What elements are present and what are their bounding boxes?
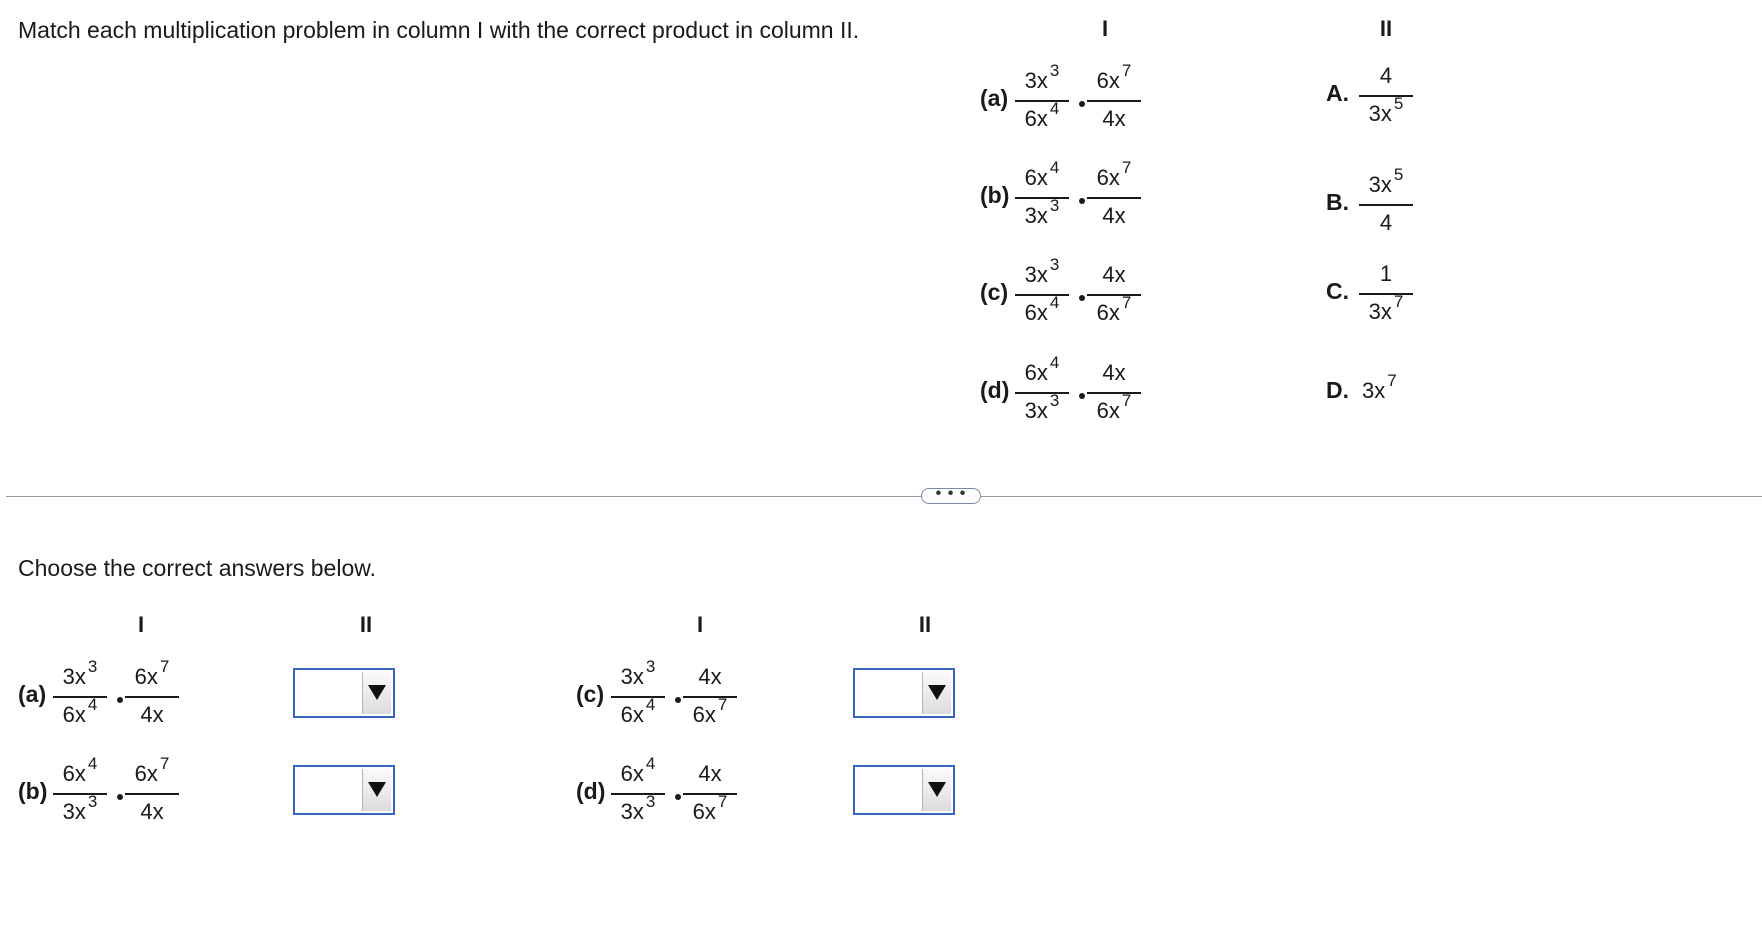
term-base: 6x <box>1024 165 1048 190</box>
term-base: 6x <box>620 702 644 727</box>
term-exponent: 7 <box>159 754 170 773</box>
term-base: 4 <box>1379 63 1393 88</box>
problem-a-factor2-fraction-bar <box>1087 100 1141 102</box>
dropdown-arrow-icon[interactable] <box>362 769 391 811</box>
term-exponent: 4 <box>645 695 656 714</box>
problem-d-factor2-fraction-bar <box>1087 392 1141 394</box>
term-exponent: 7 <box>1393 292 1404 311</box>
term-base: 4x <box>698 761 722 786</box>
problem-a-label: (a) <box>980 85 1009 111</box>
term-base: 4x <box>1102 203 1126 228</box>
problem-a-factor1-fraction-bar <box>1015 100 1069 102</box>
term-exponent: 3 <box>645 657 656 676</box>
problem-a-answer-factor2-denominator <box>117 702 187 728</box>
term-base: 6x <box>62 761 86 786</box>
term-base: 6x <box>1096 300 1120 325</box>
term-base: 3x <box>62 799 86 824</box>
answer-a-numerator <box>1351 63 1421 89</box>
term-base: 1 <box>1379 261 1393 286</box>
term-base: 6x <box>620 761 644 786</box>
problem-b-factor1-numerator <box>1007 158 1077 191</box>
column-two-header: II <box>1379 16 1393 41</box>
term-base: 3x <box>620 664 644 689</box>
term-base: 3x <box>620 799 644 824</box>
problem-b-factor2-denominator <box>1079 203 1149 229</box>
answer-column-one-header-left: I <box>137 612 145 637</box>
problem-d-answer-factor2-denominator <box>675 792 745 825</box>
problem-c-answer-factor2-denominator <box>675 695 745 728</box>
term-base: 6x <box>692 702 716 727</box>
problem-c-answer-factor1-denominator <box>603 695 673 728</box>
term-base: 6x <box>1024 106 1048 131</box>
problem-c-factor2-denominator <box>1079 293 1149 326</box>
term-base: 3x <box>1368 299 1392 324</box>
answer-column-two-header-left: II <box>359 612 373 637</box>
problem-c-factor1-fraction-bar <box>1015 294 1069 296</box>
problem-c-answer-factor2-fraction-bar <box>683 696 737 698</box>
term-base: 4x <box>1102 106 1126 131</box>
term-base: 3x <box>1362 378 1386 403</box>
term-base: 6x <box>1096 398 1120 423</box>
problem-c-answer-factor2-numerator <box>675 664 745 690</box>
problem-c-factor2-numerator <box>1079 262 1149 288</box>
answer-column-two-header-right: II <box>918 612 932 637</box>
term-exponent: 3 <box>1049 255 1060 274</box>
problem-d-answer-factor2-fraction-bar <box>683 793 737 795</box>
problem-b-answer-factor2-denominator <box>117 799 187 825</box>
term-exponent: 7 <box>1121 61 1132 80</box>
problem-d-answer-factor2-numerator <box>675 761 745 787</box>
section-divider <box>6 496 1762 497</box>
term-exponent: 7 <box>1121 293 1132 312</box>
problem-d-answer-factor1-fraction-bar <box>611 793 665 795</box>
problem-a-factor2-denominator <box>1079 106 1149 132</box>
term-base: 6x <box>134 761 158 786</box>
problem-a-answer-factor1-numerator <box>45 657 115 690</box>
answer-d-label: D. <box>1326 377 1349 403</box>
problem-a-factor1-numerator <box>1007 61 1077 94</box>
instruction-text: Match each multiplication problem in column I with the correct product in column II. <box>18 17 860 43</box>
problem-b-factor2-numerator <box>1079 158 1149 191</box>
term-base: 4 <box>1379 210 1393 235</box>
term-base: 4x <box>1102 262 1126 287</box>
answer-c-numerator <box>1351 261 1421 287</box>
answer-select-d[interactable] <box>853 765 955 815</box>
term-exponent: 5 <box>1393 165 1404 184</box>
problem-a-answer-factor2-fraction-bar <box>125 696 179 698</box>
term-base: 3x <box>62 664 86 689</box>
problem-d-answer-factor1-denominator <box>603 792 673 825</box>
term-exponent: 5 <box>1393 94 1404 113</box>
term-base: 3x <box>1024 203 1048 228</box>
problem-c-factor2-fraction-bar <box>1087 294 1141 296</box>
term-exponent: 7 <box>1121 158 1132 177</box>
expand-ellipsis-button[interactable]: • • • <box>921 488 981 504</box>
answer-a-label: A. <box>1326 80 1349 106</box>
problem-a-answer-factor2-numerator <box>117 657 187 690</box>
term-base: 3x <box>1024 262 1048 287</box>
term-exponent: 4 <box>87 754 98 773</box>
term-exponent: 3 <box>1049 196 1060 215</box>
problem-a-answer-factor1-fraction-bar <box>53 696 107 698</box>
problem-d-label: (d) <box>980 377 1010 403</box>
term-exponent: 3 <box>1049 391 1060 410</box>
term-exponent: 3 <box>87 657 98 676</box>
problem-a-factor1-denominator <box>1007 99 1077 132</box>
answer-a-fraction-bar <box>1359 95 1413 97</box>
term-exponent: 7 <box>1121 391 1132 410</box>
column-one-header: I <box>1101 16 1109 41</box>
answer-b-numerator <box>1351 165 1421 198</box>
term-exponent: 4 <box>87 695 98 714</box>
term-exponent: 7 <box>717 792 728 811</box>
problem-d-factor2-numerator <box>1079 360 1149 386</box>
problem-c-answer-factor1-numerator <box>603 657 673 690</box>
problem-c-answer-label: (c) <box>576 681 605 707</box>
problem-c-label: (c) <box>980 279 1009 305</box>
answer-d-value <box>1362 371 1397 404</box>
term-exponent: 4 <box>1049 353 1060 372</box>
problem-b-factor2-fraction-bar <box>1087 197 1141 199</box>
problem-b-answer-factor2-numerator <box>117 754 187 787</box>
problem-b-answer-label: (b) <box>18 778 48 804</box>
term-exponent: 7 <box>159 657 170 676</box>
prompt-text: Choose the correct answers below. <box>18 555 376 581</box>
term-exponent: 4 <box>1049 158 1060 177</box>
answer-column-one-header-right: I <box>696 612 704 637</box>
term-base: 4x <box>140 702 164 727</box>
problem-d-factor2-denominator <box>1079 391 1149 424</box>
term-base: 4x <box>698 664 722 689</box>
answer-c-fraction-bar <box>1359 293 1413 295</box>
problem-c-factor1-denominator <box>1007 293 1077 326</box>
term-exponent: 3 <box>645 792 656 811</box>
dropdown-arrow-icon[interactable] <box>922 769 951 811</box>
dropdown-arrow-icon[interactable] <box>362 672 391 714</box>
problem-c-factor1-numerator <box>1007 255 1077 288</box>
term-exponent: 4 <box>1049 99 1060 118</box>
term-base: 6x <box>1024 360 1048 385</box>
answer-a-denominator <box>1351 94 1421 127</box>
term-base: 6x <box>1096 68 1120 93</box>
problem-d-answer-factor1-numerator <box>603 754 673 787</box>
term-exponent: 3 <box>87 792 98 811</box>
term-base: 3x <box>1024 68 1048 93</box>
answer-b-fraction-bar <box>1359 204 1413 206</box>
term-base: 6x <box>692 799 716 824</box>
problem-a-answer-label: (a) <box>18 681 47 707</box>
term-exponent: 4 <box>1049 293 1060 312</box>
problem-b-answer-factor1-denominator <box>45 792 115 825</box>
term-base: 4x <box>1102 360 1126 385</box>
term-exponent: 3 <box>1049 61 1060 80</box>
term-base: 6x <box>62 702 86 727</box>
problem-d-answer-label: (d) <box>576 778 606 804</box>
problem-a-answer-factor1-denominator <box>45 695 115 728</box>
answer-c-label: C. <box>1326 278 1349 304</box>
problem-b-factor1-fraction-bar <box>1015 197 1069 199</box>
problem-d-factor1-denominator <box>1007 391 1077 424</box>
term-exponent: 7 <box>1387 371 1397 390</box>
term-exponent: 7 <box>717 695 728 714</box>
problem-d-factor1-fraction-bar <box>1015 392 1069 394</box>
problem-b-answer-factor2-fraction-bar <box>125 793 179 795</box>
term-base: 6x <box>1024 300 1048 325</box>
answer-select-b[interactable] <box>293 765 395 815</box>
answer-c-denominator <box>1351 292 1421 325</box>
answer-b-denominator <box>1351 210 1421 236</box>
problem-b-answer-factor1-fraction-bar <box>53 793 107 795</box>
term-base: 3x <box>1024 398 1048 423</box>
problem-d-factor1-numerator <box>1007 353 1077 386</box>
problem-a-factor2-numerator <box>1079 61 1149 94</box>
problem-b-factor1-denominator <box>1007 196 1077 229</box>
term-base: 6x <box>1096 165 1120 190</box>
term-exponent: 4 <box>645 754 656 773</box>
term-base: 6x <box>134 664 158 689</box>
answer-select-a[interactable] <box>293 668 395 718</box>
problem-c-answer-factor1-fraction-bar <box>611 696 665 698</box>
term-base: 4x <box>140 799 164 824</box>
answer-b-label: B. <box>1326 189 1349 215</box>
term-base: 3x <box>1368 101 1392 126</box>
problem-b-label: (b) <box>980 182 1010 208</box>
problem-b-answer-factor1-numerator <box>45 754 115 787</box>
answer-select-c[interactable] <box>853 668 955 718</box>
term-base: 3x <box>1368 172 1392 197</box>
dropdown-arrow-icon[interactable] <box>922 672 951 714</box>
